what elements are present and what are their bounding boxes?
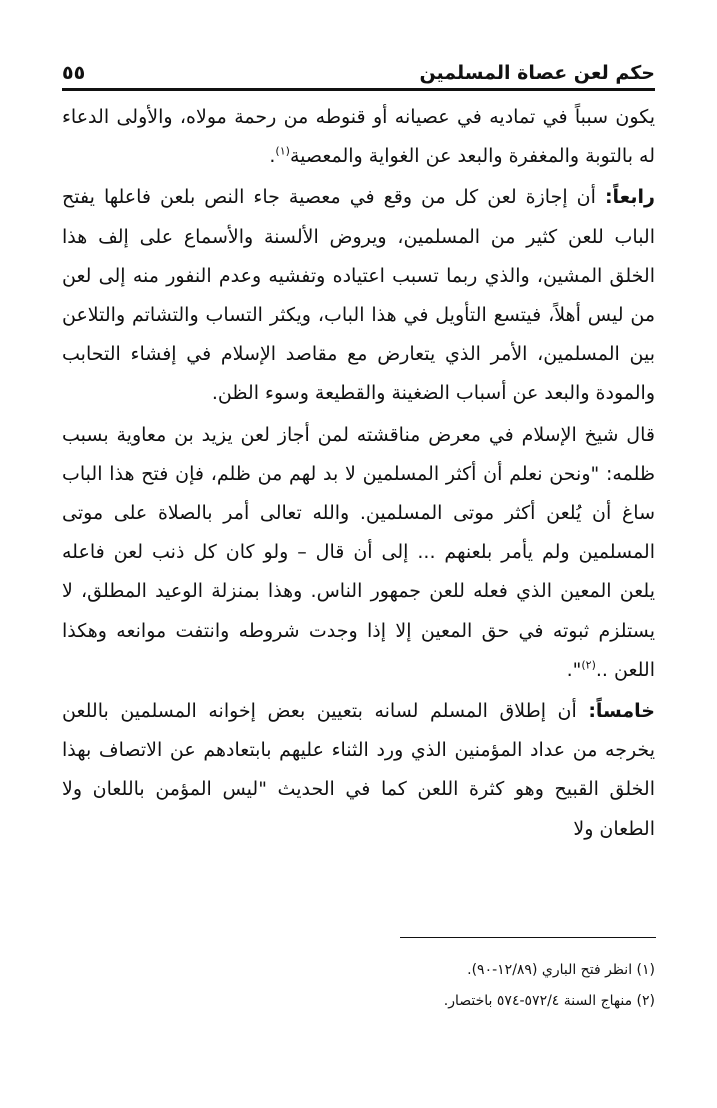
paragraph-1 xyxy=(62,98,655,176)
paragraph-2-text: أن إجازة لعن كل من وقع في معصية جاء النص بلعن فاعلها يفتح الباب للعن كثير من المسلمين، ويروض الألسنة والأسماع على إلف هذا الخلق المشين، والذي ربما تسبب اعتياده وتفشيه وعدم النفور منه إلى لعن من ليس أهلاً، فيتسع التأويل في هذا الباب، ويكثر التساب والتشاتم والتلاعن بين المسلمين، الأمر الذي يتعارض مع مقاصد الإسلام في إفشاء التحابب والمودة والبعد عن أسباب الضغينة والقطيعة وسوء الظن. xyxy=(62,186,655,405)
paragraph-4-text: أن إطلاق المسلم لسانه بتعيين بعض إخوانه المسلمين باللعن يخرجه من عداد المؤمنين الذي ورد الثناء عليهم بابتعادهم عن الاتصاف بهذا الخلق القبيح وهو كثرة اللعن كما في الحديث "ليس المؤمن باللعان ولا الطعان ولا xyxy=(62,700,655,840)
paragraph-1-tail: . xyxy=(269,145,276,168)
paragraph-4-lead: خامساً: xyxy=(588,700,655,723)
paragraph-4 xyxy=(62,692,655,849)
paragraph-1-text: يكون سبباً في تماديه في عصيانه أو قنوطه من رحمة مولاه، والأولى الدعاء له بالتوبة والمغفرة والبعد عن الغواية والمعصية xyxy=(62,106,655,168)
paragraph-3-tail: ". xyxy=(566,658,582,681)
footnote-divider xyxy=(400,937,656,938)
page-header xyxy=(62,54,655,91)
page-body xyxy=(62,98,655,849)
footnote-2: (٢) منهاج السنة ٥٧٢/٤-٥٧٤ باختصار. xyxy=(443,993,655,1009)
running-title: حكم لعن عصاة المسلمين xyxy=(419,62,655,84)
footnote-1: (١) انظر فتح الباري (١٢/٨٩-٩٠). xyxy=(467,962,655,978)
footnote-ref-1: (١) xyxy=(275,144,290,158)
page-number: ٥٥ xyxy=(62,62,86,84)
paragraph-2 xyxy=(62,178,655,413)
paragraph-3 xyxy=(62,416,655,690)
footnote-ref-2: (٢) xyxy=(581,658,596,672)
paragraph-2-lead: رابعاً: xyxy=(604,186,655,209)
paragraph-3-text: قال شيخ الإسلام في معرض مناقشته لمن أجاز لعن يزيد بن معاوية بسبب ظلمه: "ونحن نعلم أن أكثر المسلمين لا بد لهم من ظلم، فإن فتح هذا الباب ساغ أن يُلعن أكثر موتى المسلمين. والله تعالى أمر بالصلاة على موتى المسلمين ولم يأمر بلعنهم ... إلى أن قال – ولو كان كل ذنب لعن فاعله يلعن المعين الذي فعله للعن جمهور الناس. وهذا بمنزلة الوعيد المطلق، لا يستلزم ثبوته في حق المعين إلا إذا وجدت شروطه وانتفت موانعه وهكذا اللعن .. xyxy=(62,423,655,681)
footnotes xyxy=(62,955,655,1017)
